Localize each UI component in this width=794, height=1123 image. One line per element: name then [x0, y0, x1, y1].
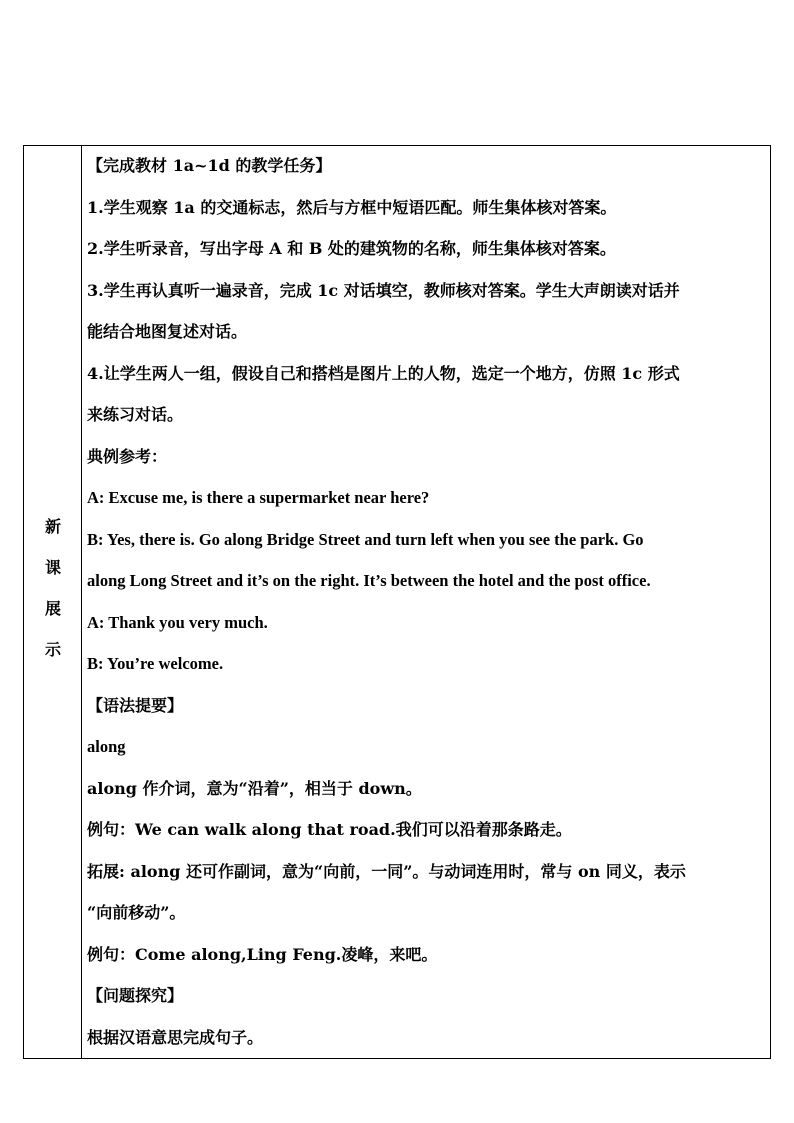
- task-step-2: 2.学生听录音，写出字母 A 和 B 处的建筑物的名称，师生集体核对答案。: [87, 239, 616, 258]
- grammar-note: along 作介词，意为“沿着”，相当于 down。: [87, 778, 422, 798]
- task-step-4: 4.让学生两人一组，假设自己和搭档是图片上的人物，选定一个地方，仿照 1c 形式: [87, 363, 680, 383]
- lesson-content: [87, 152, 766, 1065]
- task-step-1: 1.学生观察 1a 的交通标志，然后与方框中短语匹配。师生集体核对答案。: [87, 197, 617, 217]
- dialogue-line: B: You’re welcome.: [87, 654, 224, 673]
- dialogue-line: A: Excuse me, is there a supermarket near here?: [87, 488, 430, 507]
- grammar-example: 例句：Come along,Ling Feng.凌峰，来吧。: [87, 944, 438, 964]
- grammar-word: along: [87, 737, 126, 756]
- grammar-extension: 拓展: along 还可作副词，意为“向前，一同”。与动词连用时，常与 on 同义，表示: [87, 861, 686, 881]
- section-label-char: 新: [44, 517, 61, 536]
- example-heading: 典例参考：: [87, 446, 168, 466]
- task-step-3-cont: 能结合地图复述对话。: [87, 322, 248, 341]
- task-step-3: 3.学生再认真听一遍录音，完成 1c 对话填空，教师核对答案。学生大声朗读对话并: [87, 280, 680, 300]
- section-label-char: 课: [44, 558, 61, 577]
- task-heading: 【完成教材 1a~1d 的教学任务】: [87, 156, 332, 175]
- lesson-table: [23, 145, 771, 1059]
- grammar-heading: 【语法提要】: [87, 695, 184, 715]
- section-label-char: 展: [44, 599, 61, 618]
- section-label: [24, 506, 82, 670]
- inquiry-instruction: 根据汉语意思完成句子。: [87, 1027, 264, 1047]
- grammar-example: 例句：We can walk along that road.我们可以沿着那条路走。: [87, 820, 572, 839]
- section-label-char: 示: [44, 640, 61, 659]
- inquiry-heading: 【问题探究】: [87, 986, 184, 1005]
- dialogue-line: along Long Street and it’s on the right. It’s between the hotel and the post office.: [87, 571, 651, 590]
- section-label-cell: [24, 146, 82, 1058]
- task-step-4-cont: 来练习对话。: [87, 405, 184, 424]
- dialogue-line: B: Yes, there is. Go along Bridge Street and turn left when you see the park. Go: [87, 529, 644, 549]
- dialogue-line: A: Thank you very much.: [87, 612, 268, 632]
- grammar-extension-cont: “向前移动”。: [87, 903, 186, 922]
